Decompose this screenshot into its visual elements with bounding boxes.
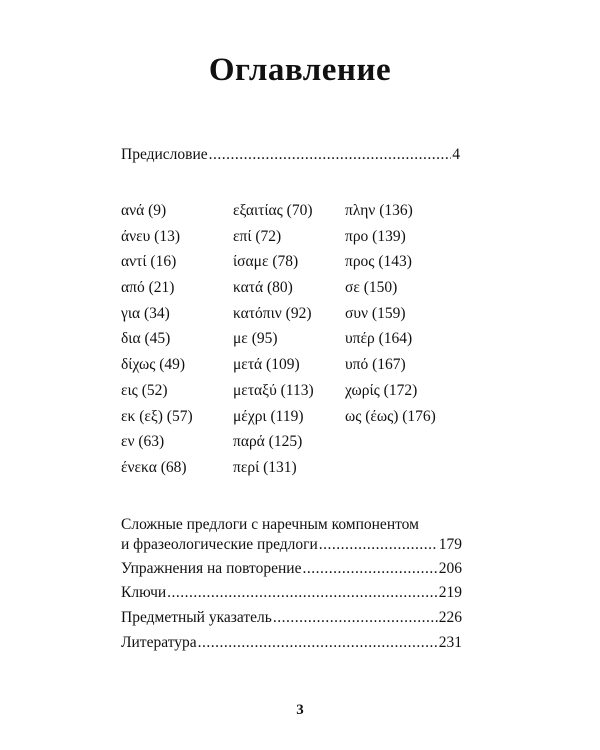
preposition-entry: για (34): [121, 304, 170, 322]
preposition-entry: εις (52): [121, 381, 168, 399]
toc-entry-preface[interactable]: [121, 145, 460, 165]
dot-leader: [302, 559, 437, 579]
toc-entry-exercises[interactable]: [121, 559, 462, 579]
preposition-entry: χωρίς (172): [345, 381, 418, 399]
toc-entry-complex[interactable]: [121, 535, 462, 555]
preposition-entry: κατά (80): [233, 279, 293, 297]
toc-entry-page: 219: [438, 584, 462, 601]
dot-leader: [209, 145, 452, 165]
preposition-entry: ανά (9): [121, 202, 167, 219]
preposition-entry: ως (έως) (176): [345, 407, 436, 425]
toc-entry-literature[interactable]: [121, 633, 462, 653]
preposition-entry: δια (45): [121, 330, 171, 348]
preposition-entry: μετά (109): [233, 356, 300, 374]
preposition-entry: με (95): [233, 330, 278, 348]
preposition-column-3: [345, 201, 436, 432]
preposition-entry: πλην (136): [345, 202, 413, 219]
preposition-entry: από (21): [121, 279, 175, 297]
dot-leader: [167, 583, 438, 603]
toc-entry-label: Литература: [121, 634, 197, 651]
toc-entry-page: 226: [438, 609, 462, 626]
dot-leader: [319, 535, 438, 555]
preposition-entry: προ (139): [345, 227, 406, 245]
preposition-entry: υπό (167): [345, 356, 406, 374]
preposition-entry: συν (159): [345, 304, 406, 322]
toc-entry-page: 231: [438, 634, 462, 651]
preposition-entry: μέχρι (119): [233, 407, 304, 425]
page-title: Оглавление: [208, 52, 392, 88]
dot-leader: [273, 608, 438, 628]
preposition-entry: ένεκα (68): [121, 458, 187, 476]
toc-entry-page: 179: [438, 536, 462, 553]
toc-entry-keys[interactable]: [121, 583, 462, 603]
toc-entry-label: Предисловие: [121, 146, 208, 163]
toc-entry-complex-line1: Сложные предлоги с наречным компонентом: [121, 516, 419, 533]
toc-entry-label: и фразеологические предлоги: [121, 536, 318, 553]
toc-entry-page: 4: [452, 146, 460, 163]
preposition-column-1: [121, 201, 193, 484]
preposition-entry: περί (131): [233, 458, 297, 476]
preposition-entry: αντί (16): [121, 253, 177, 271]
preposition-entry: ίσαμε (78): [233, 253, 299, 271]
toc-entry-label: Предметный указатель: [121, 609, 272, 626]
preposition-entry: υπέρ (164): [345, 330, 413, 348]
toc-entry-index[interactable]: [121, 608, 462, 628]
preposition-entry: εκ (εξ) (57): [121, 407, 193, 425]
preposition-entry: κατόπιν (92): [233, 304, 312, 322]
dot-leader: [198, 633, 438, 653]
preposition-entry: παρά (125): [233, 433, 303, 451]
preposition-entry: προς (143): [345, 253, 412, 271]
preposition-column-2: [233, 201, 314, 484]
page-number: 3: [296, 702, 304, 718]
preposition-entry: μεταξύ (113): [233, 381, 314, 399]
preposition-entry: επί (72): [233, 227, 282, 245]
toc-entry-label: Упражнения на повторение: [121, 560, 302, 577]
preposition-entry: σε (150): [345, 279, 398, 297]
preposition-entry: δίχως (49): [121, 356, 186, 374]
toc-entry-label: Ключи: [121, 584, 167, 601]
preposition-entry: εν (63): [121, 433, 165, 451]
preposition-entry: εξαιτίας (70): [233, 202, 313, 219]
toc-entry-page: 206: [438, 560, 462, 577]
preposition-entry: άνευ (13): [121, 227, 181, 245]
